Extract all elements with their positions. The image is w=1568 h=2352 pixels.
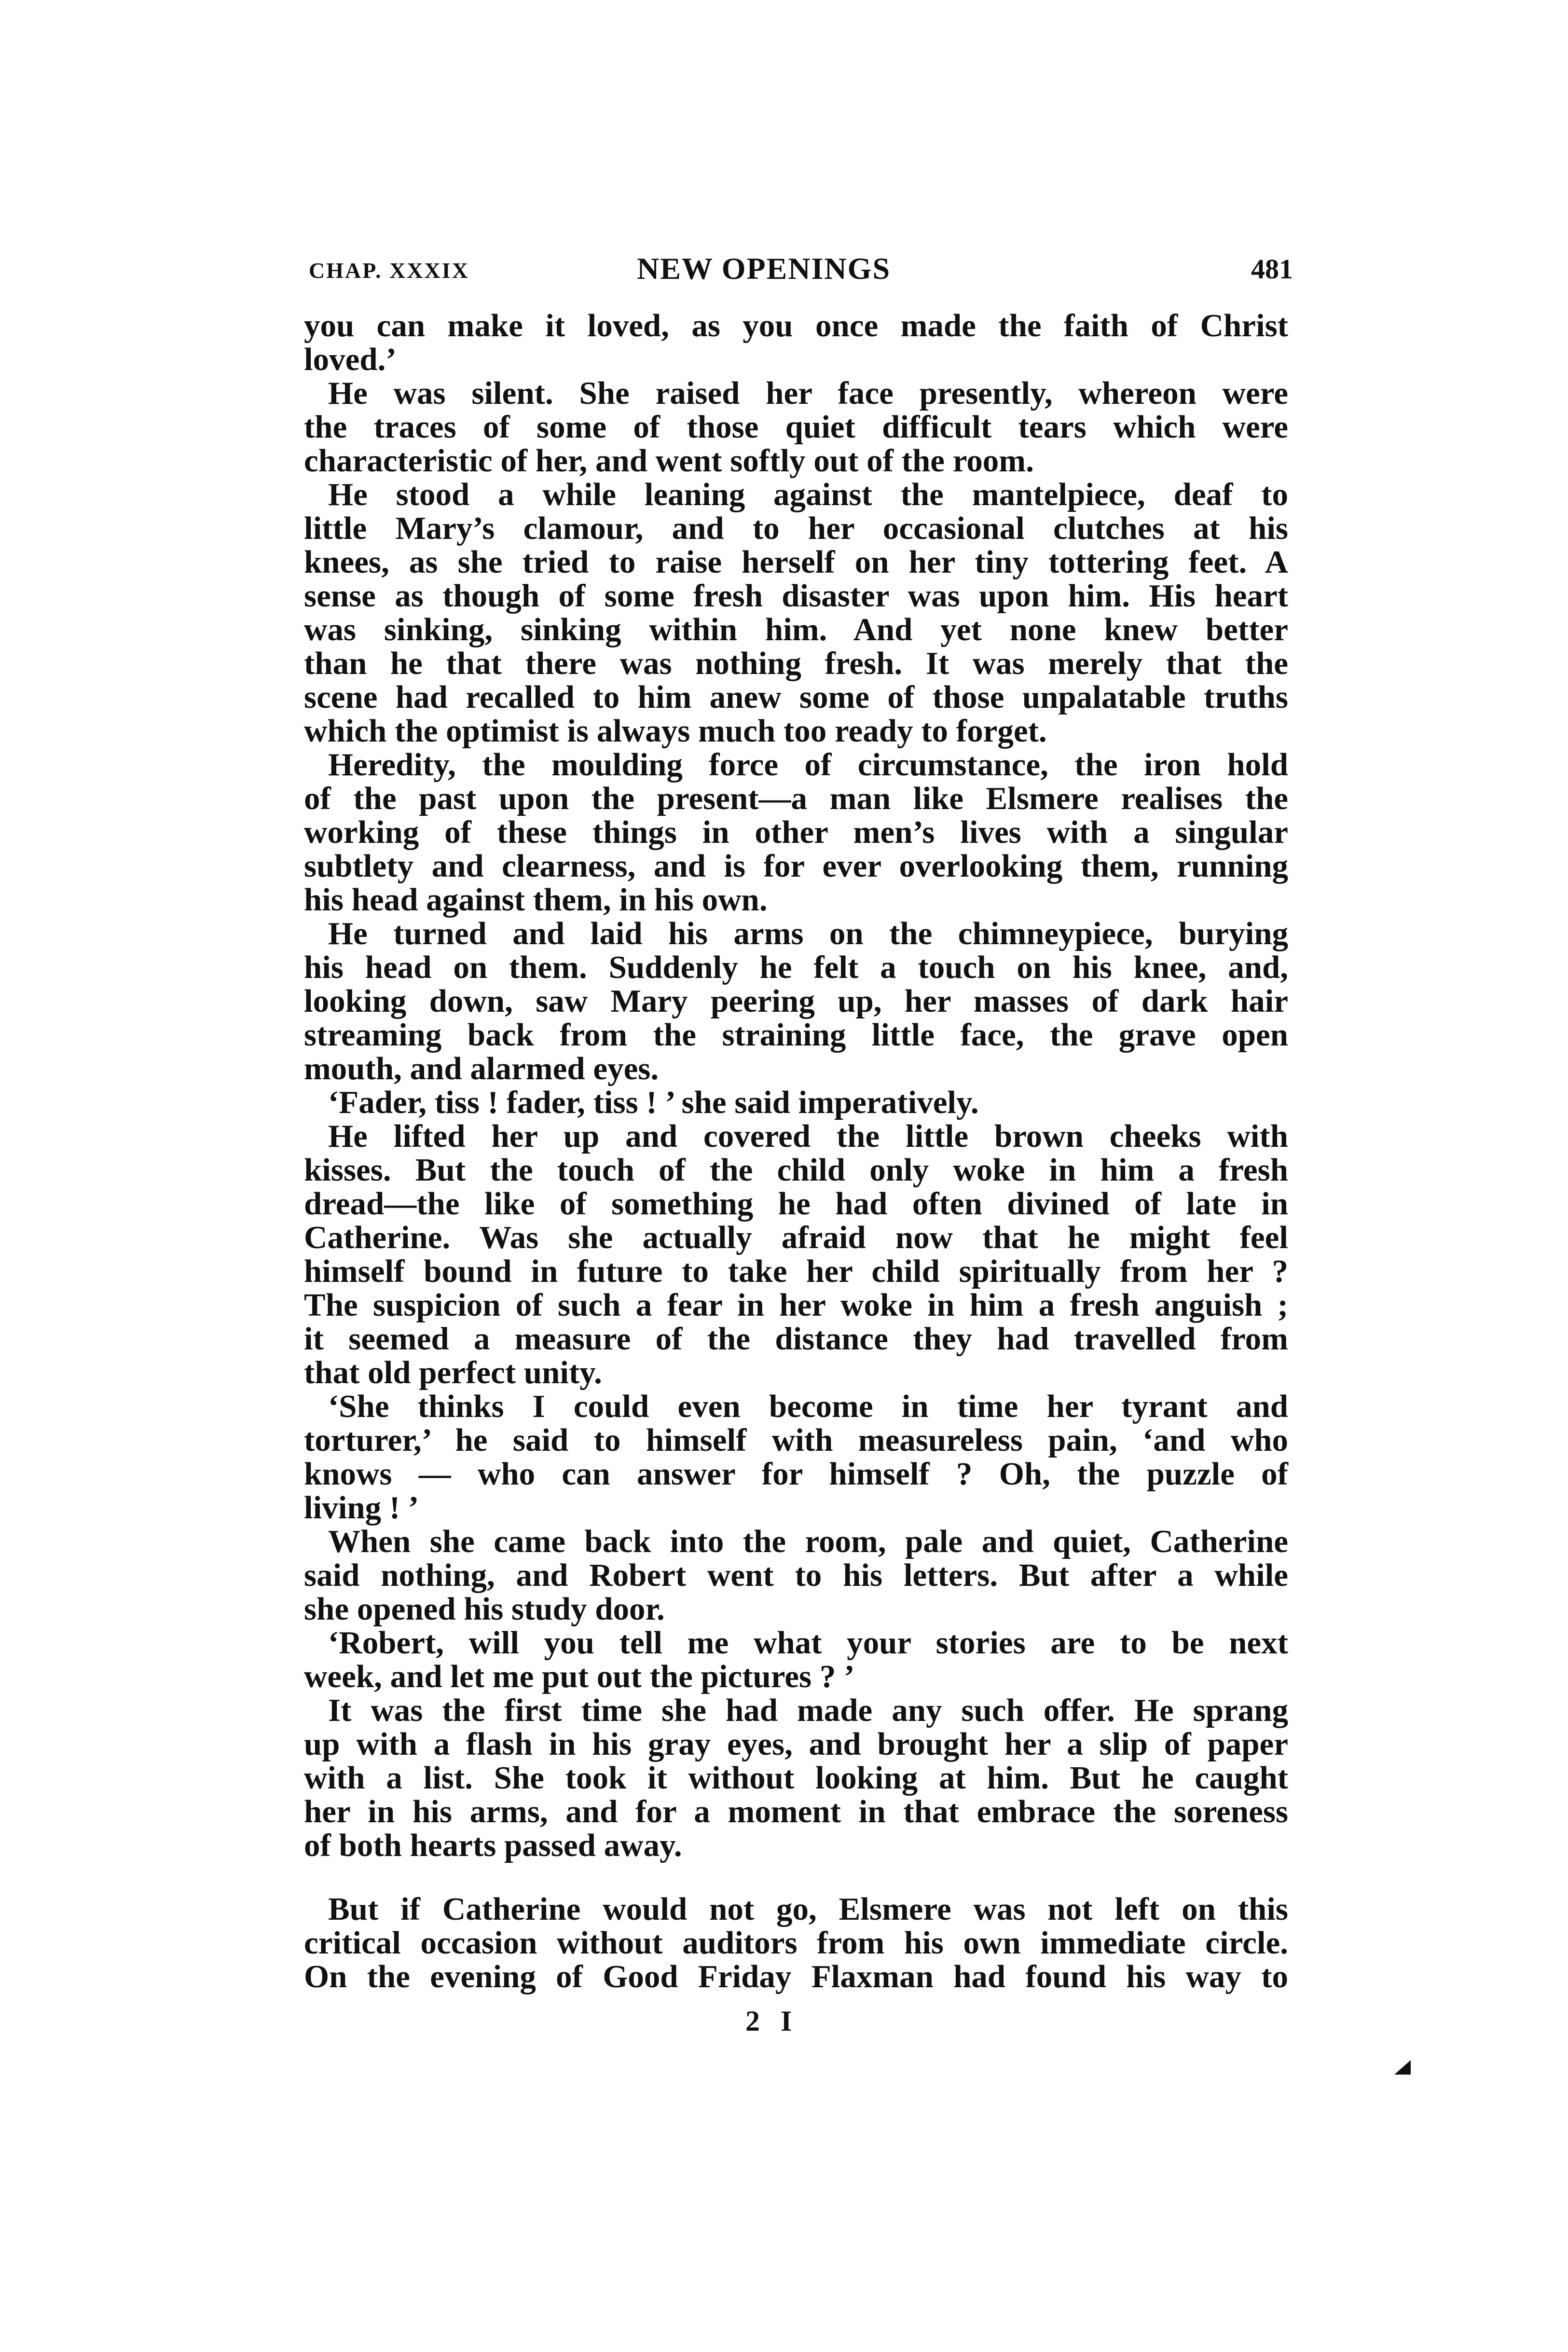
text-line: working of these things in other men’s lives with a singular [304,814,1288,850]
text-line: But if Catherine would not go, Elsmere was not left on this [328,1891,1288,1927]
text-line: When she came back into the room, pale and quiet, Catherine [328,1524,1288,1559]
text-line: little Mary’s clamour, and to her occasional clutches at his [304,510,1288,546]
paragraph [304,478,1288,748]
text-line: The suspicion of such a fear in her woke in him a fresh anguish ; [304,1287,1288,1323]
text-line: she opened his study door. [304,1591,665,1627]
text-line: knows — who can answer for himself ? Oh, the puzzle of [304,1456,1288,1492]
text-line: sense as though of some fresh disaster was upon him. His heart [304,578,1288,614]
paragraph [304,1626,1288,1693]
paragraph [304,1389,1288,1525]
text-line: of both hearts passed away. [304,1828,682,1863]
text-line: It was the first time she had made any such offer. He sprang [328,1692,1288,1728]
text-line: that old perfect unity. [304,1355,602,1390]
text-line: He was silent. She raised her face presently, whereon were [328,375,1288,411]
text-line: dread—the like of something he had often divined of late in [304,1186,1288,1222]
paragraph [304,1693,1288,1862]
text-line: his head on them. Suddenly he felt a touch on his knee, and, [304,949,1288,985]
paragraph [304,309,1288,376]
text-line: her in his arms, and for a moment in that embrace the soreness [304,1794,1288,1829]
text-line: mouth, and alarmed eyes. [304,1051,659,1087]
running-header [309,251,1293,285]
text-line: was sinking, sinking within him. And yet none knew better [304,612,1288,647]
text-line: ‘Robert, will you tell me what your stories are to be next [328,1625,1288,1661]
text-line: ‘Fader, tiss ! fader, tiss ! ’ she said imperatively. [328,1085,979,1120]
text-line: ‘She thinks I could even become in time her tyrant and [328,1389,1288,1424]
text-line: it seemed a measure of the distance they had travelled from [304,1321,1288,1357]
signature-mark: 2 I [745,2005,799,2037]
paragraph [304,1086,1288,1119]
text-line: Catherine. Was she actually afraid now that he might feel [304,1220,1288,1255]
text-line: torturer,’ he said to himself with measureless pain, ‘and who [304,1422,1288,1458]
body-text [304,309,1288,1994]
text-line: himself bound in future to take her child spiritually from her ? [304,1253,1288,1289]
text-line: his head against them, in his own. [304,882,768,918]
paragraph [304,1525,1288,1626]
text-line: living ! ’ [304,1490,419,1526]
text-line: said nothing, and Robert went to his letters. But after a while [304,1557,1288,1593]
text-line: you can make it loved, as you once made the faith of Christ [304,308,1288,344]
text-line: which the optimist is always much too ready to forget. [304,713,1047,749]
text-line: than he that there was nothing fresh. It was merely that the [304,646,1288,681]
text-line: Heredity, the moulding force of circumstance, the iron hold [328,747,1288,783]
text-line: He lifted her up and covered the little brown cheeks with [328,1118,1288,1154]
text-line: characteristic of her, and went softly out of the room. [304,443,1034,479]
scan-mark-icon [1394,2060,1411,2075]
running-title: NEW OPENINGS [637,251,891,286]
paragraph [304,376,1288,478]
text-line: knees, as she tried to raise herself on her tiny tottering feet. A [304,544,1288,580]
paragraph [304,748,1288,917]
text-line: week, and let me put out the pictures ? ’ [304,1659,855,1694]
text-line: looking down, saw Mary peering up, her masses of dark hair [304,983,1288,1019]
text-line: On the evening of Good Friday Flaxman had found his way to [304,1959,1288,1994]
paragraph [304,1119,1288,1389]
text-line: scene had recalled to him anew some of those unpalatable truths [304,679,1288,715]
text-line: critical occasion without auditors from his own immediate circle. [304,1925,1288,1961]
text-line: He stood a while leaning against the mantelpiece, deaf to [328,477,1288,512]
page-number: 481 [1251,253,1293,285]
text-line: of the past upon the present—a man like Elsmere realises the [304,781,1288,816]
text-line: up with a flash in his gray eyes, and brought her a slip of paper [304,1726,1288,1762]
text-line: kisses. But the touch of the child only woke in him a fresh [304,1152,1288,1188]
paragraph [304,1892,1288,1994]
text-line: subtlety and clearness, and is for ever overlooking them, running [304,848,1288,884]
paragraph [304,917,1288,1086]
text-line: with a list. She took it without looking at him. But he caught [304,1760,1288,1796]
chapter-label: CHAP. XXXIX [309,258,469,283]
text-line: loved.’ [304,342,397,377]
section-break [304,1862,1288,1892]
text-line: He turned and laid his arms on the chimneypiece, burying [328,916,1288,951]
text-line: streaming back from the straining little face, the grave open [304,1017,1288,1053]
text-line: the traces of some of those quiet difficult tears which were [304,409,1288,445]
